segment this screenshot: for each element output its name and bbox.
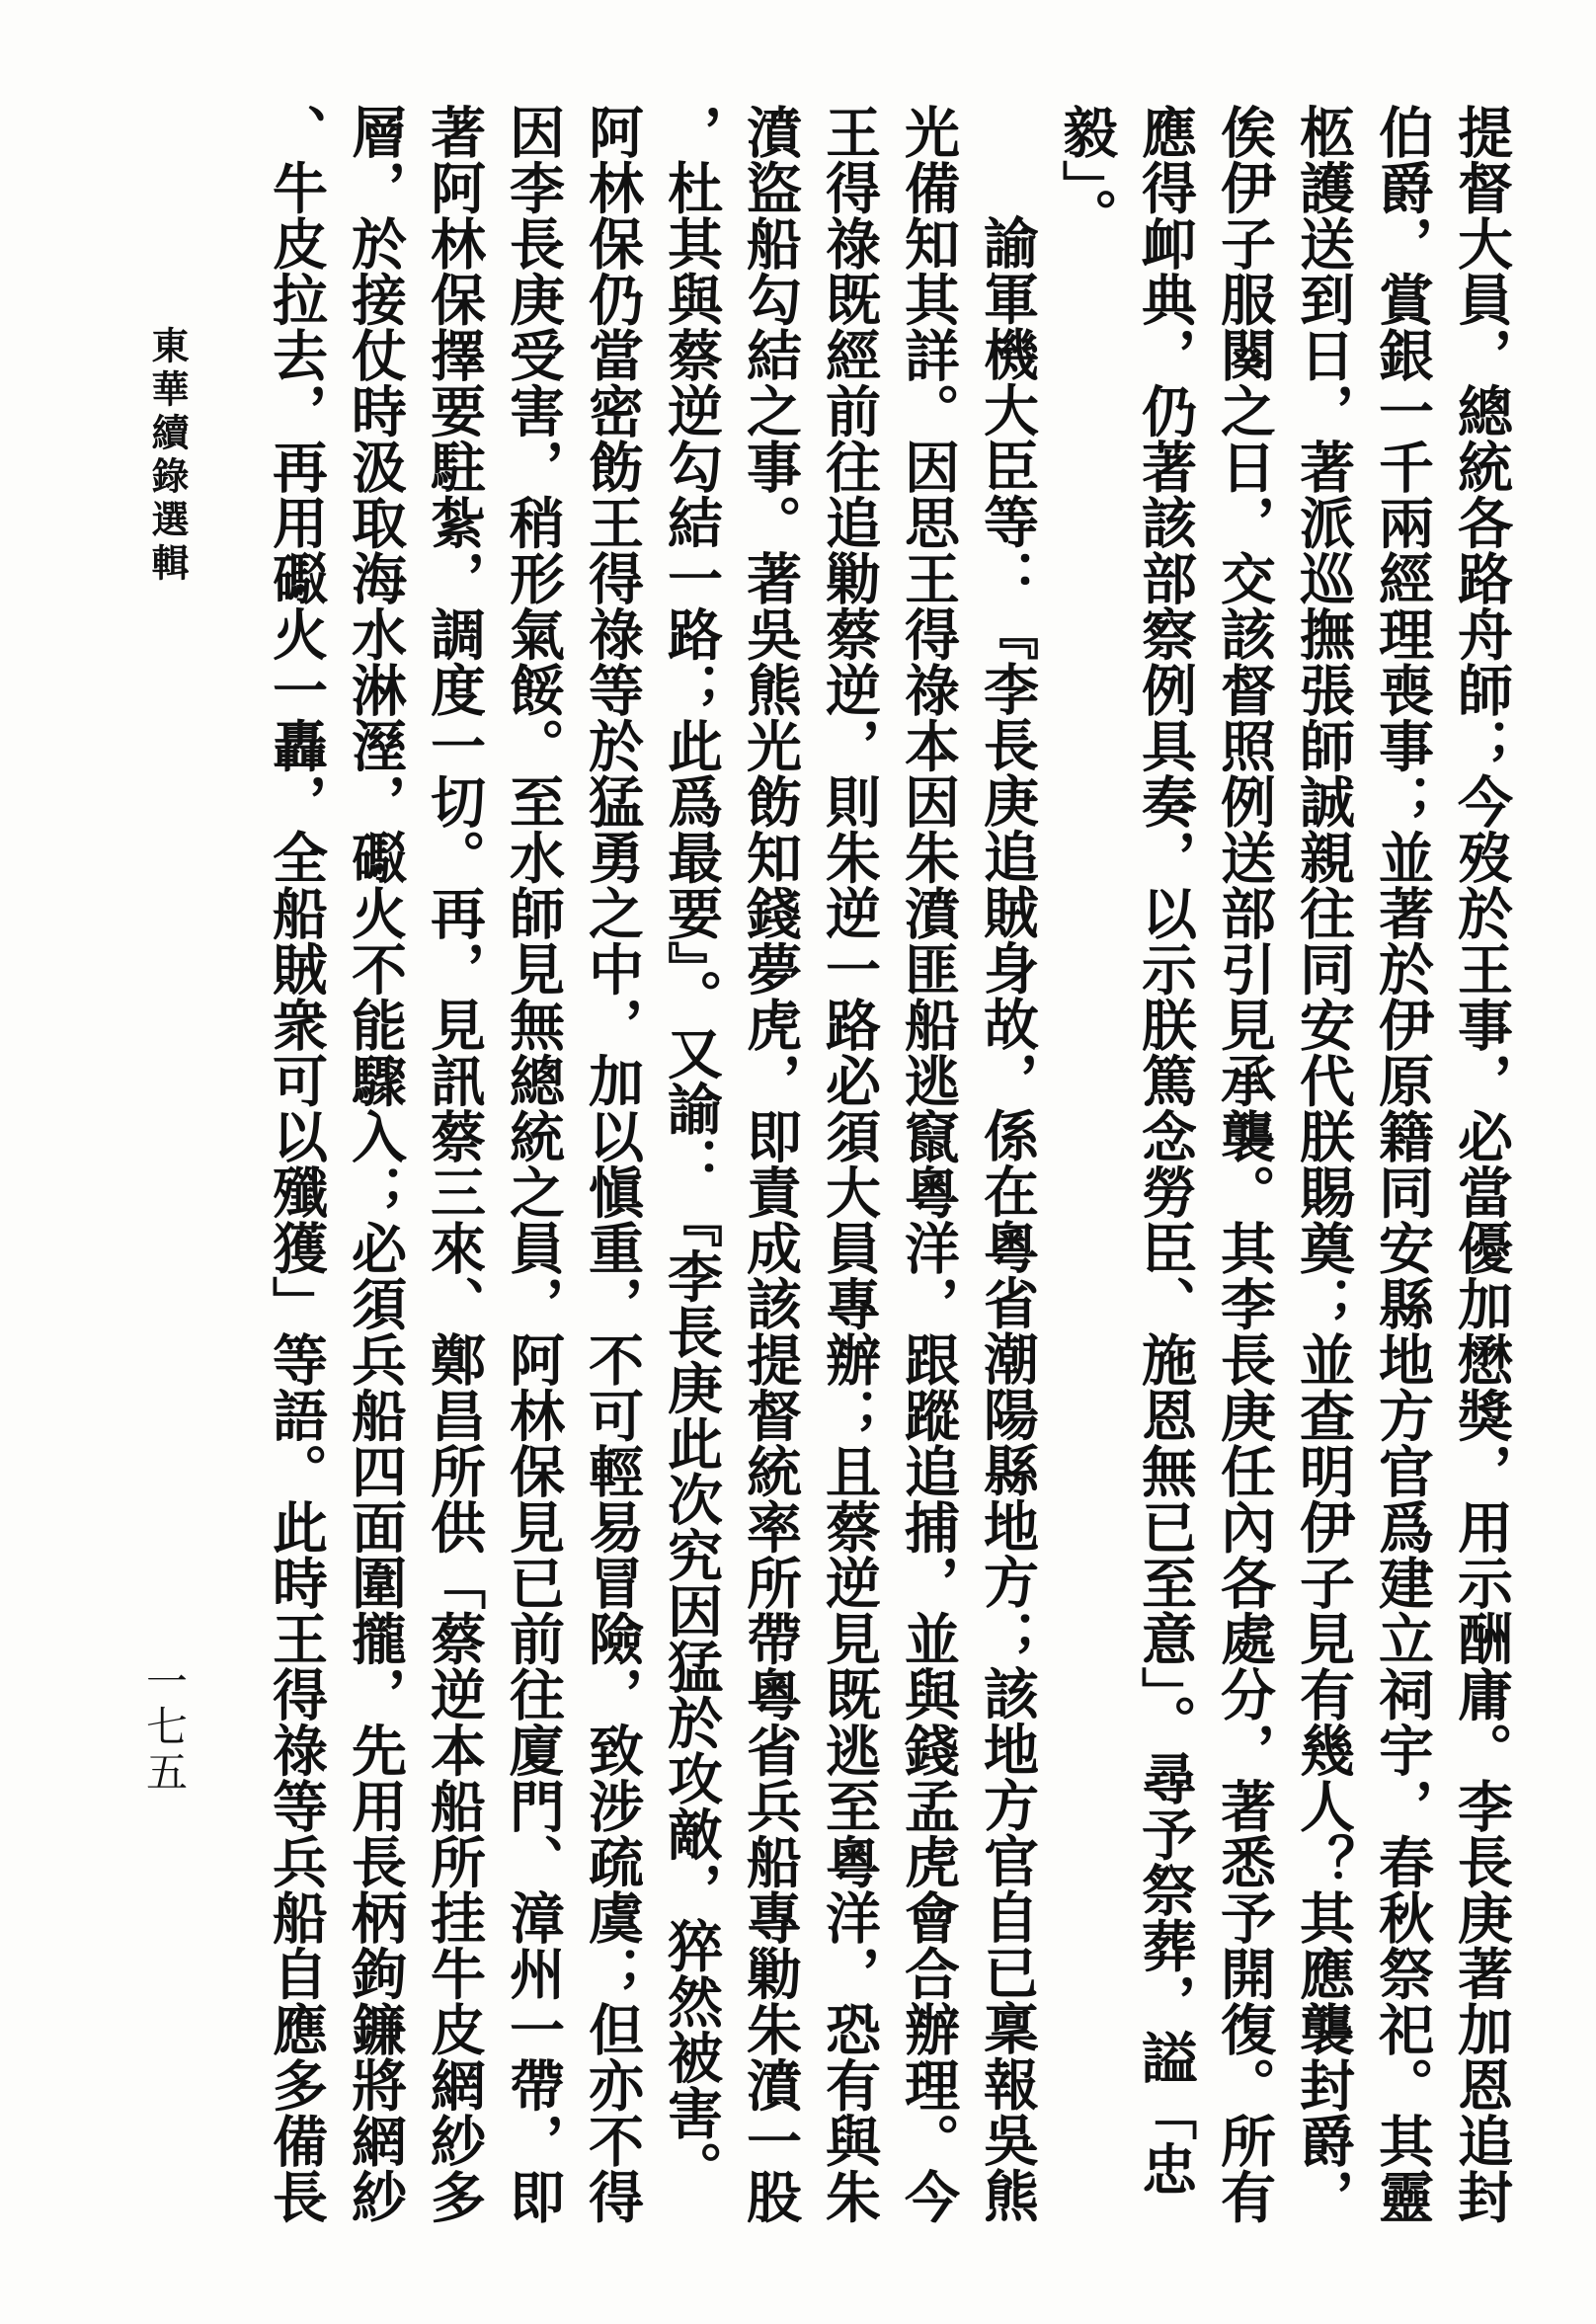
text-column-5: 應得卹典，仍著該部察例具奏，以示朕篤念勞臣、施恩無已至意」。尋予祭葬，謚「忠 [1133,104,1198,2197]
text-column-7: 諭軍機大臣等：『李長庚追賊身故，係在粵省潮陽縣地方；該地方官自已稟報吳熊 [975,214,1040,2223]
text-column-4: 俟伊子服闋之日，交該督照例送部引見承襲。其李長庚任內各處分，著悉予開復。所有 [1212,104,1277,2224]
text-column-1: 提督大員，總統各路舟師；今歿於王事，必當優加懋獎，用示酬庸。李長庚著加恩追封 [1449,104,1514,2224]
text-column-13: 因李長庚受害，稍形氣餒。至水師見無總統之員，阿林保見已前往廈門、漳州一帶，即 [501,104,566,2224]
text-column-9: 王得祿既經前往追勦蔡逆，則朱逆一路必須大員專辦；且蔡逆見既逃至粵洋，恐有與朱 [817,104,882,2224]
text-column-6: 毅」。 [1054,104,1119,244]
running-title: 東華續錄選輯 [145,326,189,587]
text-column-10: 濆盜船勾結之事。著吳熊光飭知錢夢虎，即責成該提督統率所帶粵省兵船專勦朱濆一股 [738,104,803,2224]
body-text [237,104,1521,2224]
text-column-11: ，杜其與蔡逆勾結一路；此爲最要』。又諭：『李長庚此次究因猛於攻敵，猝然被害。 [659,104,724,2197]
text-column-3: 柩護送到日，著派巡撫張師誠親往同安代朕賜奠；並查明伊子見有幾人？其應襲封爵， [1291,104,1356,2224]
text-column-15: 層，於接仗時汲取海水淋溼，礟火不能驟入；必須兵船四面圍攏，先用長柄鉤鐮將網紗 [343,104,408,2224]
text-column-14: 著阿林保擇要駐紮，調度一切。再，見訊蔡三來、鄭昌所供「蔡逆本船所挂牛皮網紗多 [422,104,487,2224]
page-number: 一七五 [140,1659,189,1796]
text-column-12: 阿林保仍當密飭王得祿等於猛勇之中，加以愼重，不可輕易冒險，致涉疏虞；但亦不得 [580,104,645,2224]
text-column-16: 、牛皮拉去，再用礟火一轟，全船賊衆可以殲獲」等語。此時王得祿等兵船自應多備長 [264,104,329,2224]
text-column-2: 伯爵，賞銀一千兩經理喪事；並著於伊原籍同安縣地方官爲建立祠宇，春秋祭祀。其靈 [1370,104,1435,2224]
text-column-8: 光備知其詳。因思王得祿本因朱濆匪船逃竄粵洋，跟蹤追捕，並與錢孟虎會合辦理。今 [896,104,961,2224]
